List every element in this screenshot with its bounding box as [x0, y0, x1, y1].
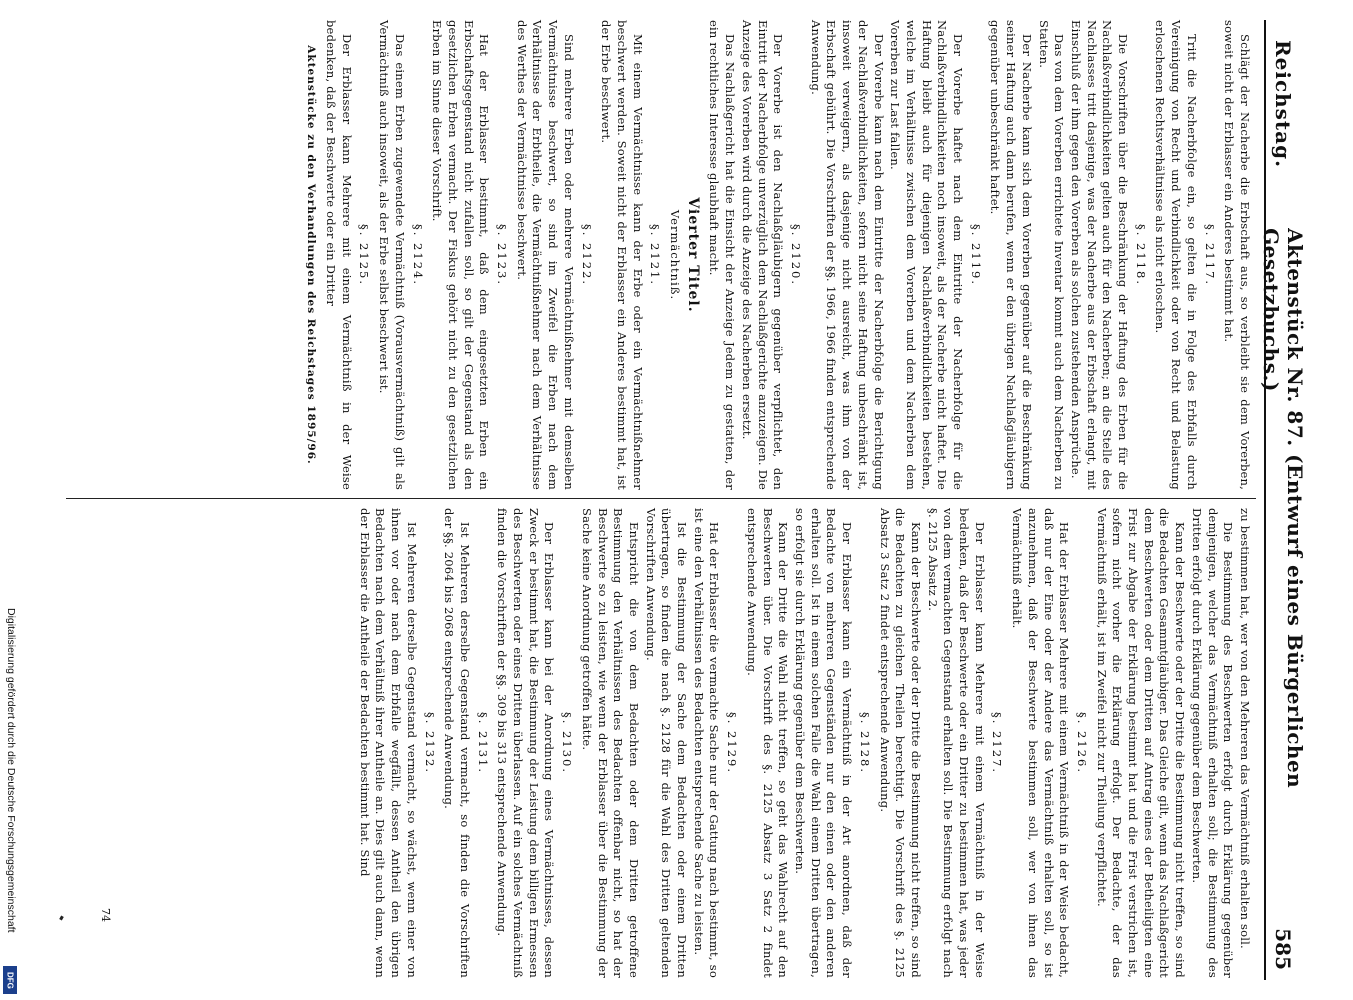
section-heading: §. 2127.: [990, 712, 1005, 774]
page-number: 585: [1271, 928, 1295, 970]
dfg-logo-icon: DFG: [3, 966, 17, 994]
paragraph: Der Vorerbe haftet nach dem Eintritte der Nacherbfolge für die Nachlaßverbindlichkeiten noch insoweit, als der Nacherbe nicht haftet. Die Haftung bleibt auch für diejenigen Nachlaßverbindlichkeiten bestehen, welche im Verhältnisse zwischen dem Vorerben und dem Nacherben dem Vorerben zur Last fallen.: [888, 20, 966, 490]
paragraph: Der Erblasser kann bei der Anordnung eines Vermächtnisses, dessen Zweck er bestimmt hat, die Bestimmung der Leistung dem billigen Ermessen des Beschwerten oder eines Dritten überlassen. Auf ein solches Vermächtniß finden die Vorschriften der §§. 309 bis 313 entsprechende Anwendung.: [495, 508, 557, 978]
left-column: [303, 20, 1252, 490]
paragraph: Das einem Erben zugewendete Vermächtniß (Vorausvermächtniß) gilt als Vermächtniß auch insoweit, als der Erbe selbst beschwert ist.: [377, 20, 407, 490]
paragraph: Der Vorerbe ist den Nachlaßgläubigern gegenüber verpflichtet, den Eintritt der Nacherbfolge unverzüglich dem Nachlaßgerichte anzuzeigen. Die Anzeige des Vorerben wird durch die Anzeige des Nacherben ersetzt.: [739, 20, 786, 490]
section-heading: §. 2132.: [422, 712, 437, 774]
paragraph: Der Erblasser kann Mehrere mit einem Vermächtniß in der Weise bedenken, daß der Beschwerte oder ein Dritter zu bestimmen hat, was jeder von dem vermachten Gegenstand erhalten soll. Die Bestimmung erfolgt nach §. 2125 Absatz 2.: [925, 508, 987, 978]
paragraph: Tritt die Nacherbfolge ein, so gelten die in Folge des Erbfalls durch Vereinigung von Recht und Verbindlichkeit oder von Recht und Belastung erloschenen Rechtsverhältnisse als nicht erloschen.: [1153, 20, 1199, 490]
paragraph: Schlägt der Nacherbe die Erbschaft aus, so verbleibt sie dem Vorerben, soweit nicht der Erblasser ein Anderes bestimmt hat.: [1222, 20, 1252, 490]
section-heading: §. 2128.: [857, 712, 872, 774]
section-heading: §. 2129.: [725, 712, 740, 774]
paragraph: Der Erblasser kann Mehrere mit einem Vermächtniß in der Weise bedenken, daß der Beschwerte oder ein Dritter: [324, 20, 354, 490]
header-left: Reichstag.: [1271, 40, 1295, 169]
page-header: [1259, 20, 1307, 980]
section-heading: §. 2130.: [560, 712, 575, 774]
section-heading: §. 2119.: [968, 224, 983, 286]
paragraph: Ist Mehreren derselbe Gegenstand vermacht, so wächst, wenn einer von ihnen vor oder nach dem Erbfalle wegfällt, dessen Antheil den übrigen Bedachten nach dem Verhältniß ihrer Antheile an. Dies gilt auch dann, wenn der Erblasser die Antheile der Bedachten bestimmt hat. Sind: [357, 508, 419, 978]
paragraph: Die Bestimmung des Beschwerten erfolgt durch Erklärung gegenüber demjenigen, welcher das Vermächtniß erhalten soll; die Bestimmung des Dritten erfolgt durch Erklärung gegenüber dem Beschwerten.: [1189, 508, 1236, 978]
paragraph: Kann der Beschwerte oder der Dritte die Bestimmung nicht treffen, so sind die Bedachten Gesammtgläubiger. Das Gleiche gilt, wenn das Nachlaßgericht dem Beschwerten oder dem Dritten auf Antrag eines der Betheiligten eine Frist zur Abgabe der Erklärung bestimmt hat und die Frist verstrichen ist, sofern nicht vorher die Erklärung erfolgt. Der Bedachte, der das Vermächtniß erhält, ist im Zweifel nicht zur Theilung verpflichtet.: [1094, 508, 1188, 978]
subtitle-heading: Vermächtniß.: [668, 209, 683, 301]
paragraph: Das von dem Vorerben errichtete Inventar kommt auch dem Nacherben zu Statten.: [1036, 20, 1067, 490]
paragraph: Entspricht die von dem Bedachten oder dem Dritten getroffene Bestimmung den Verhältnissen des Bedachten offenbar nicht, so hat der Beschwerte so zu leisten, wie wenn der Erblasser über die Bestimmung der Sache keine Anordnung getroffen hätte.: [579, 508, 641, 978]
folio-number: 74: [99, 908, 112, 922]
paragraph: Kann der Beschwerte oder der Dritte die Bestimmung nicht treffen, so sind die Bedachten zu gleichen Theilen berechtigt. Die Vorschrift des §. 2125 Absatz 3 Satz 2 findet entsprechende Anwendung.: [877, 508, 923, 978]
paragraph: Mit einem Vermächtnisse kann der Erbe oder ein Vermächtnißnehmer beschwert werden. Soweit nicht der Erblasser ein Anderes bestimmt hat, ist der Erbe beschwert.: [599, 20, 645, 490]
paragraph: Der Nacherbe kann sich dem Vorerben gegenüber auf die Beschränkung seiner Haftung auch dann berufen, wenn er den übrigen Nachlaßgläubigern gegenüber unbeschränkt haftet.: [988, 20, 1034, 490]
section-heading: §. 2131.: [475, 712, 490, 774]
paragraph: zu bestimmen hat, wer von den Mehreren das Vermächtniß erhalten soll.: [1238, 508, 1252, 949]
section-heading: §. 2122.: [579, 224, 594, 286]
section-heading: §. 2125.: [357, 224, 372, 286]
paragraph: Kann der Dritte die Wahl nicht treffen, so geht das Wahlrecht auf den Beschwerten über. Die Vorschrift des §. 2125 Absatz 3 Satz 2 findet entsprechende Anwendung.: [744, 508, 791, 978]
paragraph: Die Vorschriften über die Beschränkung der Haftung des Erben für die Nachlaßverbindlichkeiten gelten auch für den Nacherben; an die Stelle des Nachlasses tritt dasjenige, was der Nacherbe aus der Erbschaft erlangt, mit Einschluß der ihm gegen den Vorerben als solchen zustehenden Ansprüche.: [1068, 20, 1131, 490]
paragraph: Ist Mehreren derselbe Gegenstand vermacht, so finden die Vorschriften der §§. 2064 bis 2068 entsprechende Anwendung.: [442, 508, 472, 978]
paragraph: Hat der Erblasser Mehrere mit einem Vermächtniß in der Weise bedacht, daß nur der Eine oder der Andere das Vermächtniß erhalten soll, so ist anzunehmen, daß der Beschwerte bestimmen soll, wer von ihnen das Vermächtniß erhält.: [1010, 508, 1072, 978]
page-footer: Aktenstücke zu den Verhandlungen des Reichstages 1895/96.: [305, 45, 318, 465]
paragraph: Der Vorerbe kann nach dem Eintritte der Nacherbfolge die Berichtigung der Nachlaßverbindlichkeiten, sofern nicht seine Haftung unbeschränkt ist, insoweit verweigern, als dasjenige nicht ausreicht, was ihm von der Erbschaft gebührt. Die Vorschriften der §§. 1966, 1966 finden entsprechende Anwendung.: [808, 20, 886, 490]
rotated-page-content: [80, 20, 1307, 980]
section-heading: §. 2126.: [1074, 712, 1089, 774]
scan-speck: [59, 916, 64, 921]
section-heading: §. 2120.: [789, 224, 804, 286]
section-heading: §. 2118.: [1133, 224, 1148, 286]
section-heading: §. 2117.: [1202, 224, 1217, 286]
section-heading: §. 2121.: [648, 224, 663, 286]
digitization-credit: [1, 608, 21, 1000]
column-divider: [66, 498, 1256, 499]
paragraph: Sind mehrere Erben oder mehrere Vermächtnißnehmer mit demselben Vermächtnisse beschwert, so sind im Zweifel die Erben nach dem Verhältnisse der Erbtheile, die Vermächtnißnehmer nach dem Verhältnisse des Werthes der Vermächtnisse beschwert.: [514, 20, 576, 490]
title-heading: Vierter Titel.: [684, 197, 701, 313]
credit-text: Digitalisierung gefördert durch die Deutsche Forschungsgemeinschaft: [5, 608, 17, 933]
section-heading: §. 2123.: [495, 224, 510, 286]
section-heading: §. 2124.: [410, 224, 425, 286]
header-title: Aktenstück Nr. 87. (Entwurf eines Bürgerlichen Gesetzbuchs.): [1259, 228, 1307, 789]
paragraph: Der Erblasser kann ein Vermächtniß in der Art anordnen, daß der Bedachte von mehreren Gegenständen nur den einen oder den anderen erhalten soll. Ist in einem solchen Falle die Wahl einem Dritten übertragen, so erfolgt sie durch Erklärung gegenüber dem Beschwerten.: [793, 508, 855, 978]
paragraph: Hat der Erblasser die vermachte Sache nur der Gattung nach bestimmt, so ist eine den Verhältnissen des Bedachten entsprechende Sache zu leisten.: [691, 508, 722, 978]
right-column: [355, 508, 1252, 978]
paragraph: Hat der Erblasser bestimmt, daß dem eingesetzten Erben ein Erbschaftsgegenstand nicht zufallen soll, so gilt der Gegenstand als den gesetzlichen Erben vermacht. Der Fiskus gehört nicht zu den gesetzlichen Erben im Sinne dieser Vorschrift.: [430, 20, 492, 490]
paragraph: Ist die Bestimmung der Sache dem Bedachten oder einem Dritten übertragen, so finden die nach §. 2128 für die Wahl des Dritten geltenden Vorschriften Anwendung.: [643, 508, 690, 978]
paragraph: Das Nachlaßgericht hat die Einsicht der Anzeige Jedem zu gestatten, der ein rechtliches Interesse glaubhaft macht.: [707, 20, 738, 490]
